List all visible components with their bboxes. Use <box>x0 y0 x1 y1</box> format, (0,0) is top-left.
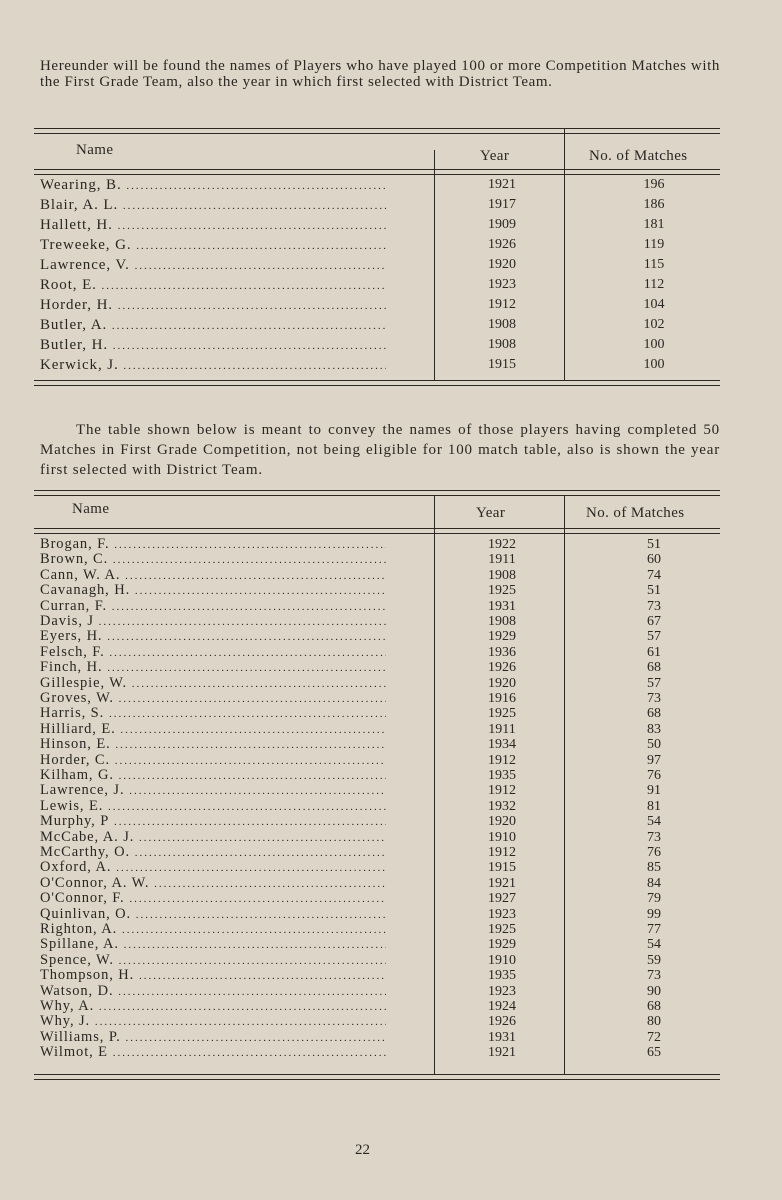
table-row <box>34 737 720 752</box>
year-value: 1935 <box>488 968 516 984</box>
year-value: 1908 <box>488 337 516 352</box>
intro-paragraph-50: The table shown below is meant to convey the names of those players having completed 50 Matches in First Grade Competition, not being eligible for 100 match table, also is shown the year first selected with District Team. <box>40 422 720 478</box>
matches-value: 90 <box>647 983 661 999</box>
matches-value: 54 <box>647 937 661 953</box>
matches-value: 112 <box>643 277 665 292</box>
player-name: Davis, J ..... <box>40 614 386 630</box>
intro-paragraph-100: Hereunder will be found the names of Players who have played 100 or more Competition Matches with the First Grade Team, also the year in which first selected with District Team. <box>40 58 720 90</box>
table-row <box>34 660 720 675</box>
table-row <box>34 799 720 814</box>
year-value: 1926 <box>488 1014 516 1030</box>
year-value: 1915 <box>488 357 516 372</box>
matches-value: 57 <box>647 629 661 645</box>
table-row <box>34 583 720 598</box>
matches-value: 67 <box>647 614 661 629</box>
player-name: Felsch, F. ..... <box>40 645 386 661</box>
table-row <box>34 175 720 195</box>
year-value: 1931 <box>488 1029 516 1045</box>
player-name: Cavanagh, H. ..... <box>40 583 386 599</box>
year-value: 1931 <box>488 598 516 614</box>
year-value: 1912 <box>488 845 516 860</box>
matches-value: 73 <box>647 598 661 614</box>
year-value: 1925 <box>488 706 516 722</box>
year-value: 1925 <box>488 583 516 599</box>
player-name: Wilmot, E ..... <box>40 1045 386 1061</box>
matches-value: 119 <box>643 237 665 252</box>
year-value: 1925 <box>488 922 516 937</box>
player-name: Lewis, E. ..... <box>40 799 386 815</box>
player-name: McCabe, A. J. ..... <box>40 830 386 846</box>
matches-value: 81 <box>647 798 661 814</box>
year-value: 1921 <box>488 177 516 192</box>
year-value: 1936 <box>488 644 516 660</box>
matches-value: 99 <box>647 906 661 922</box>
table-row <box>34 355 720 375</box>
table-row <box>34 706 720 721</box>
matches-value: 65 <box>647 1045 661 1061</box>
column-header-name: Name <box>72 501 110 517</box>
matches-value: 59 <box>647 952 661 968</box>
page-number: 22 <box>355 1142 370 1158</box>
table-row <box>34 860 720 875</box>
table-row <box>34 814 720 829</box>
table-row <box>34 215 720 235</box>
year-value: 1915 <box>488 860 516 876</box>
table-row <box>34 275 720 295</box>
table-row <box>34 235 720 255</box>
player-name: Williams, P. ..... <box>40 1030 386 1046</box>
table-row <box>34 907 720 922</box>
year-value: 1916 <box>488 691 516 706</box>
player-name: Hallett, H. ..... <box>40 215 386 236</box>
player-name: Horder, H. ..... <box>40 295 386 316</box>
player-name: Eyers, H. ..... <box>40 629 386 645</box>
player-name: Treweeke, G. ..... <box>40 235 386 256</box>
player-name: Lawrence, V. ..... <box>40 255 386 276</box>
table-row <box>34 691 720 706</box>
year-value: 1929 <box>488 629 516 645</box>
year-value: 1923 <box>488 277 516 292</box>
table-row <box>34 891 720 906</box>
player-name: Harris, S. ..... <box>40 706 386 722</box>
matches-value: 68 <box>647 706 661 722</box>
year-value: 1923 <box>488 983 516 999</box>
year-value: 1912 <box>488 783 516 799</box>
player-name: Wearing, B. ..... <box>40 175 386 196</box>
matches-value: 50 <box>647 737 661 753</box>
year-value: 1910 <box>488 952 516 968</box>
table-row <box>34 295 720 315</box>
player-name: Lawrence, J. ..... <box>40 783 386 799</box>
player-name: Righton, A. ..... <box>40 922 386 938</box>
table-50-matches <box>34 490 720 1085</box>
year-value: 1920 <box>488 675 516 691</box>
table-row <box>34 768 720 783</box>
player-name: Murphy, P ..... <box>40 814 386 830</box>
player-name: Horder, C. ..... <box>40 753 386 769</box>
table-row <box>34 845 720 860</box>
matches-value: 91 <box>647 783 661 799</box>
player-name: Watson, D. ..... <box>40 984 386 1000</box>
player-name: Why, J. ..... <box>40 1014 386 1030</box>
column-header-year: Year <box>476 505 506 521</box>
player-name: Blair, A. L. ..... <box>40 195 386 216</box>
table-row <box>34 999 720 1014</box>
year-value: 1911 <box>488 721 516 737</box>
player-name: Kilham, G. ..... <box>40 768 386 784</box>
table-row <box>34 1030 720 1045</box>
table-row <box>34 722 720 737</box>
year-value: 1926 <box>488 237 516 252</box>
year-value: 1920 <box>488 814 516 830</box>
year-value: 1920 <box>488 257 516 272</box>
column-header-year: Year <box>480 148 510 164</box>
matches-value: 60 <box>647 552 661 568</box>
column-header-name: Name <box>76 142 114 158</box>
matches-value: 77 <box>647 922 661 937</box>
matches-value: 72 <box>647 1029 661 1045</box>
table-row <box>34 645 720 660</box>
matches-value: 79 <box>647 891 661 907</box>
column-header-matches: No. of Matches <box>589 148 688 164</box>
matches-value: 68 <box>647 999 661 1014</box>
table-row <box>34 968 720 983</box>
matches-value: 51 <box>647 537 661 552</box>
year-value: 1922 <box>488 537 516 552</box>
table-row <box>34 1045 720 1060</box>
table-row <box>34 629 720 644</box>
matches-value: 54 <box>647 814 661 830</box>
matches-value: 102 <box>643 317 665 332</box>
table-row <box>34 876 720 891</box>
player-name: Root, E. ..... <box>40 275 386 296</box>
player-name: Butler, A. ..... <box>40 315 386 336</box>
matches-value: 85 <box>647 860 661 876</box>
year-value: 1909 <box>488 217 516 232</box>
player-name: O'Connor, A. W. ..... <box>40 876 386 892</box>
year-value: 1935 <box>488 768 516 783</box>
column-header-matches: No. of Matches <box>586 505 685 521</box>
table-row <box>34 614 720 629</box>
table-row <box>34 599 720 614</box>
matches-value: 80 <box>647 1014 661 1030</box>
table-row <box>34 537 720 552</box>
player-name: Butler, H. ..... <box>40 335 386 356</box>
player-name: McCarthy, O. ..... <box>40 845 386 861</box>
year-value: 1924 <box>488 999 516 1014</box>
year-value: 1923 <box>488 906 516 922</box>
table-row <box>34 195 720 215</box>
table-row <box>34 552 720 567</box>
player-name: Hilliard, E. ..... <box>40 722 386 738</box>
year-value: 1908 <box>488 567 516 583</box>
table-row <box>34 922 720 937</box>
player-name: Oxford, A. ..... <box>40 860 386 876</box>
matches-value: 104 <box>643 297 665 312</box>
matches-value: 51 <box>647 583 661 599</box>
player-name: Brown, C. ..... <box>40 552 386 568</box>
matches-value: 76 <box>647 845 661 860</box>
year-value: 1934 <box>488 737 516 753</box>
year-value: 1932 <box>488 798 516 814</box>
year-value: 1926 <box>488 660 516 676</box>
player-name: Gillespie, W. ..... <box>40 676 386 692</box>
year-value: 1917 <box>488 197 516 212</box>
matches-value: 83 <box>647 721 661 737</box>
matches-value: 97 <box>647 752 661 768</box>
table-row <box>34 953 720 968</box>
matches-value: 100 <box>643 337 665 352</box>
player-name: Hinson, E. ..... <box>40 737 386 753</box>
year-value: 1911 <box>488 552 516 568</box>
player-name: Brogan, F. ..... <box>40 537 386 553</box>
year-value: 1908 <box>488 614 516 629</box>
player-name: Curran, F. ..... <box>40 599 386 615</box>
player-name: Spillane, A. ..... <box>40 937 386 953</box>
table-row <box>34 1014 720 1029</box>
table-row <box>34 783 720 798</box>
matches-value: 61 <box>647 644 661 660</box>
matches-value: 73 <box>647 829 661 845</box>
matches-value: 84 <box>647 875 661 891</box>
player-name: Why, A. ..... <box>40 999 386 1015</box>
table-row <box>34 335 720 355</box>
player-name: O'Connor, F. ..... <box>40 891 386 907</box>
table-row <box>34 984 720 999</box>
player-name: Thompson, H. ..... <box>40 968 386 984</box>
table-row <box>34 676 720 691</box>
year-value: 1929 <box>488 937 516 953</box>
matches-value: 181 <box>643 217 665 232</box>
matches-value: 196 <box>643 177 665 192</box>
matches-value: 115 <box>643 257 665 272</box>
player-name: Kerwick, J. ..... <box>40 355 386 376</box>
table-row <box>34 568 720 583</box>
year-value: 1921 <box>488 1045 516 1061</box>
year-value: 1912 <box>488 752 516 768</box>
year-value: 1908 <box>488 317 516 332</box>
year-value: 1912 <box>488 297 516 312</box>
player-name: Spence, W. ..... <box>40 953 386 969</box>
matches-value: 100 <box>643 357 665 372</box>
player-name: Cann, W. A. ..... <box>40 568 386 584</box>
matches-value: 57 <box>647 675 661 691</box>
table-row <box>34 255 720 275</box>
table-row <box>34 830 720 845</box>
year-value: 1910 <box>488 829 516 845</box>
table-row <box>34 937 720 952</box>
player-name: Groves, W. ..... <box>40 691 386 707</box>
player-name: Quinlivan, O. ..... <box>40 907 386 923</box>
matches-value: 73 <box>647 691 661 706</box>
table-row <box>34 753 720 768</box>
table-100-matches <box>34 128 720 390</box>
matches-value: 76 <box>647 768 661 783</box>
year-value: 1921 <box>488 875 516 891</box>
year-value: 1927 <box>488 891 516 907</box>
matches-value: 186 <box>643 197 665 212</box>
player-name: Finch, H. ..... <box>40 660 386 676</box>
matches-value: 74 <box>647 567 661 583</box>
table-row <box>34 315 720 335</box>
matches-value: 73 <box>647 968 661 984</box>
matches-value: 68 <box>647 660 661 676</box>
